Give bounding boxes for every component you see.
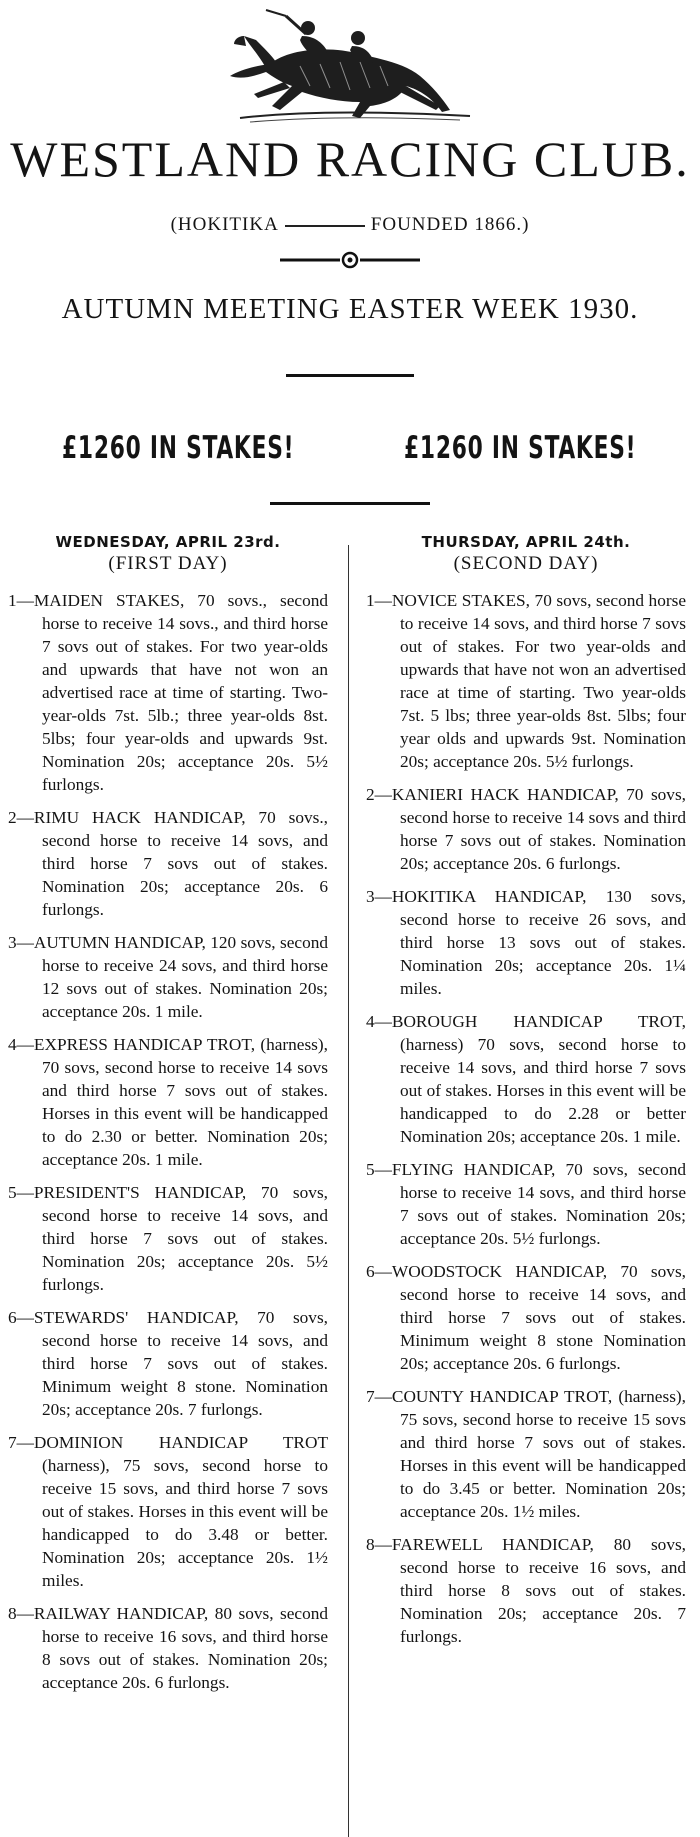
- race-item: 1—NOVICE STAKES, 70 sovs, second horse to receive 14 sovs, and third horse 7 sovs out of stakes. For two year-olds and upwards that have not won an advertised race at time of starting. Two year-olds 7st. 5 lbs; three year-olds 8st. 5lbs; four year olds and upwards 9st. Nomination 20s; acceptance 20s. 5½ furlongs.: [366, 591, 686, 771]
- race-item: 6—WOODSTOCK HANDICAP, 70 sovs, second horse to receive 14 sovs, and third horse 7 sovs out of stakes. Minimum weight 8 stone Nomination 20s; acceptance 20s. 6 furlongs.: [366, 1262, 686, 1373]
- day-column-first: [8, 533, 328, 1704]
- day-heading: THURSDAY, APRIL 24th.: [421, 533, 631, 551]
- rule-bottom: [270, 502, 430, 505]
- rule-top: [286, 374, 414, 377]
- day-subheading: (SECOND DAY): [453, 553, 599, 574]
- column-divider: [348, 545, 349, 1837]
- day-column-second: [366, 533, 686, 1658]
- meeting-title: AUTUMN MEETING EASTER WEEK 1930.: [61, 293, 639, 325]
- race-item: 3—AUTUMN HANDICAP, 120 sovs, second horse to receive 24 sovs, and third horse 12 sovs out of stakes. Nomination 20s; acceptance 20s. 1 mile.: [8, 933, 328, 1021]
- day-heading: WEDNESDAY, APRIL 23rd.: [55, 533, 281, 551]
- race-item: 7—COUNTY HANDICAP TROT, (harness), 75 sovs, second horse to receive 15 sovs and third horse 7 sovs out of stakes. Horses in this event will be handicapped to do 3.45 or better. Nomination 20s; acceptance 20s. 1½ miles.: [366, 1387, 686, 1521]
- stakes-right: £1260 IN STAKES!: [404, 430, 637, 466]
- club-title: WESTLAND RACING CLUB.: [10, 131, 690, 187]
- race-item: 8—FAREWELL HANDICAP, 80 sovs, second horse to receive 16 sovs, and third horse 8 sovs out of stakes. Nomination 20s; acceptance 20s. 7 furlongs.: [366, 1535, 686, 1646]
- founded-left: (HOKITIKA: [170, 214, 279, 235]
- race-item: 2—RIMU HACK HANDICAP, 70 sovs., second horse to receive 14 sovs, and third horse 7 sovs out of stakes. Nomination 20s; acceptance 20s. 6 furlongs.: [8, 808, 328, 919]
- race-item: 4—BOROUGH HANDICAP TROT, (harness) 70 sovs, second horse to receive 14 sovs, and third horse 7 sovs out of stakes. Horses in this event will be handicapped to do 2.28 or better Nomination 20s; acceptance 20s. 1 mile.: [366, 1012, 686, 1146]
- dash-divider: [285, 225, 365, 227]
- race-item: 2—KANIERI HACK HANDICAP, 70 sovs, second horse to receive 14 sovs and third horse 7 sovs out of stakes. Nomination 20s; acceptance 20s. 6 furlongs.: [366, 785, 686, 873]
- race-item: 3—HOKITIKA HANDICAP, 130 sovs, second horse to receive 26 sovs, and third horse 13 sovs out of stakes. Nomination 20s; acceptance 20s. 1¼ miles.: [366, 887, 686, 998]
- founded-line: [0, 214, 700, 236]
- stakes-left: £1260 IN STAKES!: [62, 430, 295, 466]
- race-item: 7—DOMINION HANDICAP TROT (harness), 75 sovs, second horse to receive 15 sovs, and third horse 7 sovs out of stakes. Horses in this event will be handicapped to do 3.48 or better. Nomination 20s; acceptance 20s. 1½ miles.: [8, 1433, 328, 1590]
- race-item: 1—MAIDEN STAKES, 70 sovs., second horse to receive 14 sovs., and third horse 7 sovs out of stakes. For two year-olds and upwards that have not won an advertised race at time of starting. Two-year-olds 7st. 5lb.; three year-olds 8st. 5lbs; four year-olds and upwards 9st. Nomination 20s; acceptance 20s. 5½ furlongs.: [8, 591, 328, 794]
- founded-right: FOUNDED 1866.): [370, 214, 530, 235]
- racehorse-jockey-icon: [210, 6, 490, 124]
- ornament-divider-icon: [270, 250, 430, 270]
- race-item: 5—PRESIDENT'S HANDICAP, 70 sovs, second horse to receive 14 sovs, and third horse 7 sovs out of stakes. Nomination 20s; acceptance 20s. 5½ furlongs.: [8, 1183, 328, 1294]
- race-item: 4—EXPRESS HANDICAP TROT, (harness), 70 sovs, second horse to receive 14 sovs and third horse 7 sovs out of stakes. Horses in this event will be handicapped to do 2.30 or better. Nomination 20s; acceptance 20s. 1 mile.: [8, 1035, 328, 1169]
- race-item: 6—STEWARDS' HANDICAP, 70 sovs, second horse to receive 14 sovs, and third horse 7 sovs out of stakes. Minimum weight 8 stone. Nomination 20s; acceptance 20s. 7 furlongs.: [8, 1308, 328, 1419]
- day-subheading: (FIRST DAY): [108, 553, 228, 574]
- race-item: 8—RAILWAY HANDICAP, 80 sovs, second horse to receive 16 sovs, and third horse 8 sovs out of stakes. Nomination 20s; acceptance 20s. 6 furlongs.: [8, 1604, 328, 1692]
- race-item: 5—FLYING HANDICAP, 70 sovs, second horse to receive 14 sovs, and third horse 7 sovs out of stakes. Nomination 20s; acceptance 20s. 5½ furlongs.: [366, 1160, 686, 1248]
